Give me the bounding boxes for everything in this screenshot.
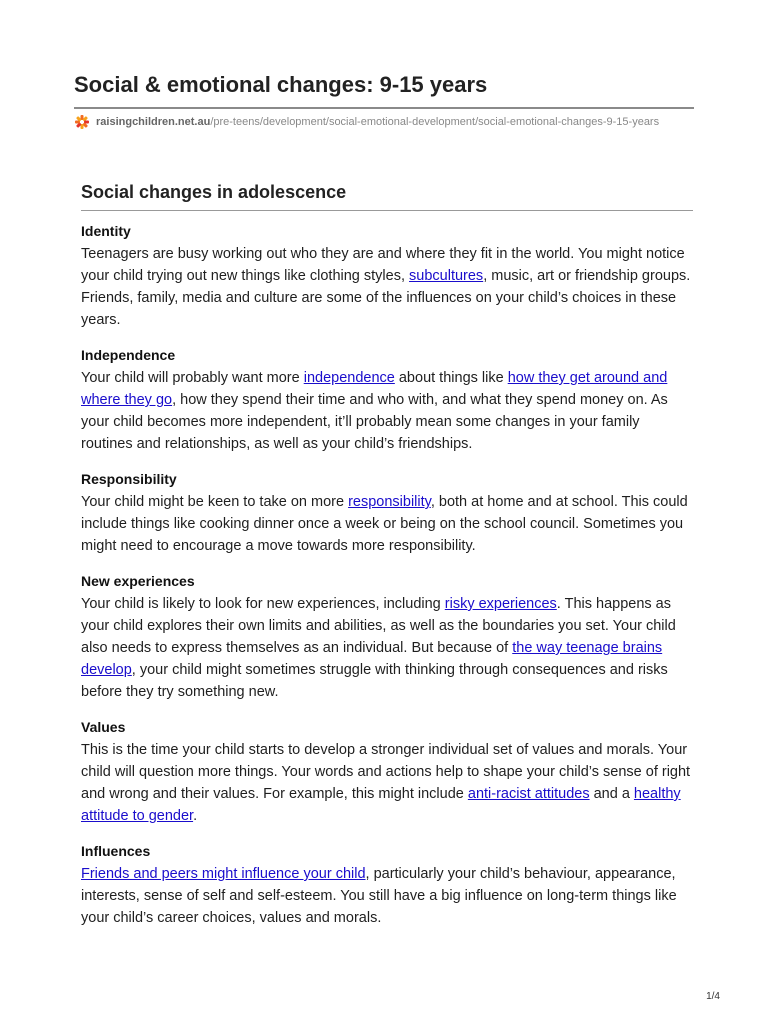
paragraph-text: , how they spend their time and who with, and what they spend money on. As your child becomes more independent, it’ll probably mean some changes in your family routines and relationships, as well as your child’s friendships. — [81, 392, 668, 452]
inline-link[interactable]: risky experiences — [444, 596, 557, 612]
paragraph-text: This is the time your child starts to develop a stronger individual set of values and morals. Your child will question more things. Your words and actions help to shape your child’s sense of right and wrong and their values. For example, this might include — [81, 742, 691, 802]
paragraph-text: , both at home and at school. This could include things like cooking dinner once a week or being on the school council. Sometimes you might need to encourage a move towards more responsibility. — [81, 494, 688, 554]
subheading-responsibility: Responsibility — [81, 471, 177, 487]
paragraph-text: about things like — [394, 370, 508, 386]
inline-link[interactable]: subcultures — [409, 268, 484, 284]
source-url[interactable] — [74, 114, 659, 130]
subheading-independence: Independence — [81, 347, 176, 363]
paragraph-text: Teenagers are busy working out who they are and where they fit in the world. You might notice your child trying out new things like clothing styles, — [81, 246, 685, 284]
sections-container — [81, 221, 693, 929]
paragraph — [81, 593, 693, 703]
raisingchildren-logo-icon — [74, 114, 90, 130]
paragraph — [81, 367, 693, 455]
inline-link[interactable]: independence — [303, 370, 395, 386]
subheading-values: Values — [81, 719, 126, 735]
source-domain: raisingchildren.net.au — [96, 116, 211, 128]
section-title: Social changes in adolescence — [81, 182, 693, 211]
inline-link[interactable]: healthy attitude to gender — [81, 786, 681, 824]
subheading-new-experiences: New experiences — [81, 573, 195, 589]
paragraph — [81, 243, 693, 331]
paragraph-text: . This happens as your child explores their own limits and abilities, as well as the boundaries you set. Your child also needs to express themselves as an individual. But because of — [81, 596, 676, 656]
subheading-influences: Influences — [81, 843, 151, 859]
inline-link[interactable]: how they get around and where they go — [81, 370, 668, 408]
paragraph — [81, 739, 693, 827]
inline-link[interactable]: responsibility — [348, 494, 431, 510]
title-divider — [74, 107, 694, 109]
paragraph-text: Your child might be keen to take on more — [81, 494, 349, 510]
paragraph-text: Your child is likely to look for new experiences, including — [81, 596, 445, 612]
inline-link[interactable]: the way teenage brains develop — [81, 640, 663, 678]
subheading-identity: Identity — [81, 223, 131, 239]
paragraph-text: , particularly your child’s behaviour, appearance, interests, sense of self and self-esteem. You still have a big influence on long-term things like your child’s career choices, values and morals. — [81, 866, 677, 926]
paragraph — [81, 491, 693, 557]
paragraph-text: . — [193, 808, 198, 824]
page-number: 1/4 — [706, 991, 720, 1002]
paragraph-text: , your child might sometimes struggle with thinking through consequences and risks before they try something new. — [81, 662, 668, 700]
paragraph-text: Your child will probably want more — [81, 370, 304, 386]
paragraph-text: , music, art or friendship groups. Friends, family, media and culture are some of the influences on your child’s choices in these years. — [81, 268, 691, 328]
article-content — [81, 182, 693, 943]
inline-link[interactable]: anti-racist attitudes — [467, 786, 590, 802]
source-path: /pre-teens/development/social-emotional-development/social-emotional-changes-9-15-years — [210, 116, 660, 128]
page-title: Social & emotional changes: 9-15 years — [74, 72, 488, 97]
paragraph — [81, 863, 693, 929]
inline-link[interactable]: Friends and peers might influence your child — [81, 866, 366, 882]
paragraph-text: and a — [589, 786, 634, 802]
